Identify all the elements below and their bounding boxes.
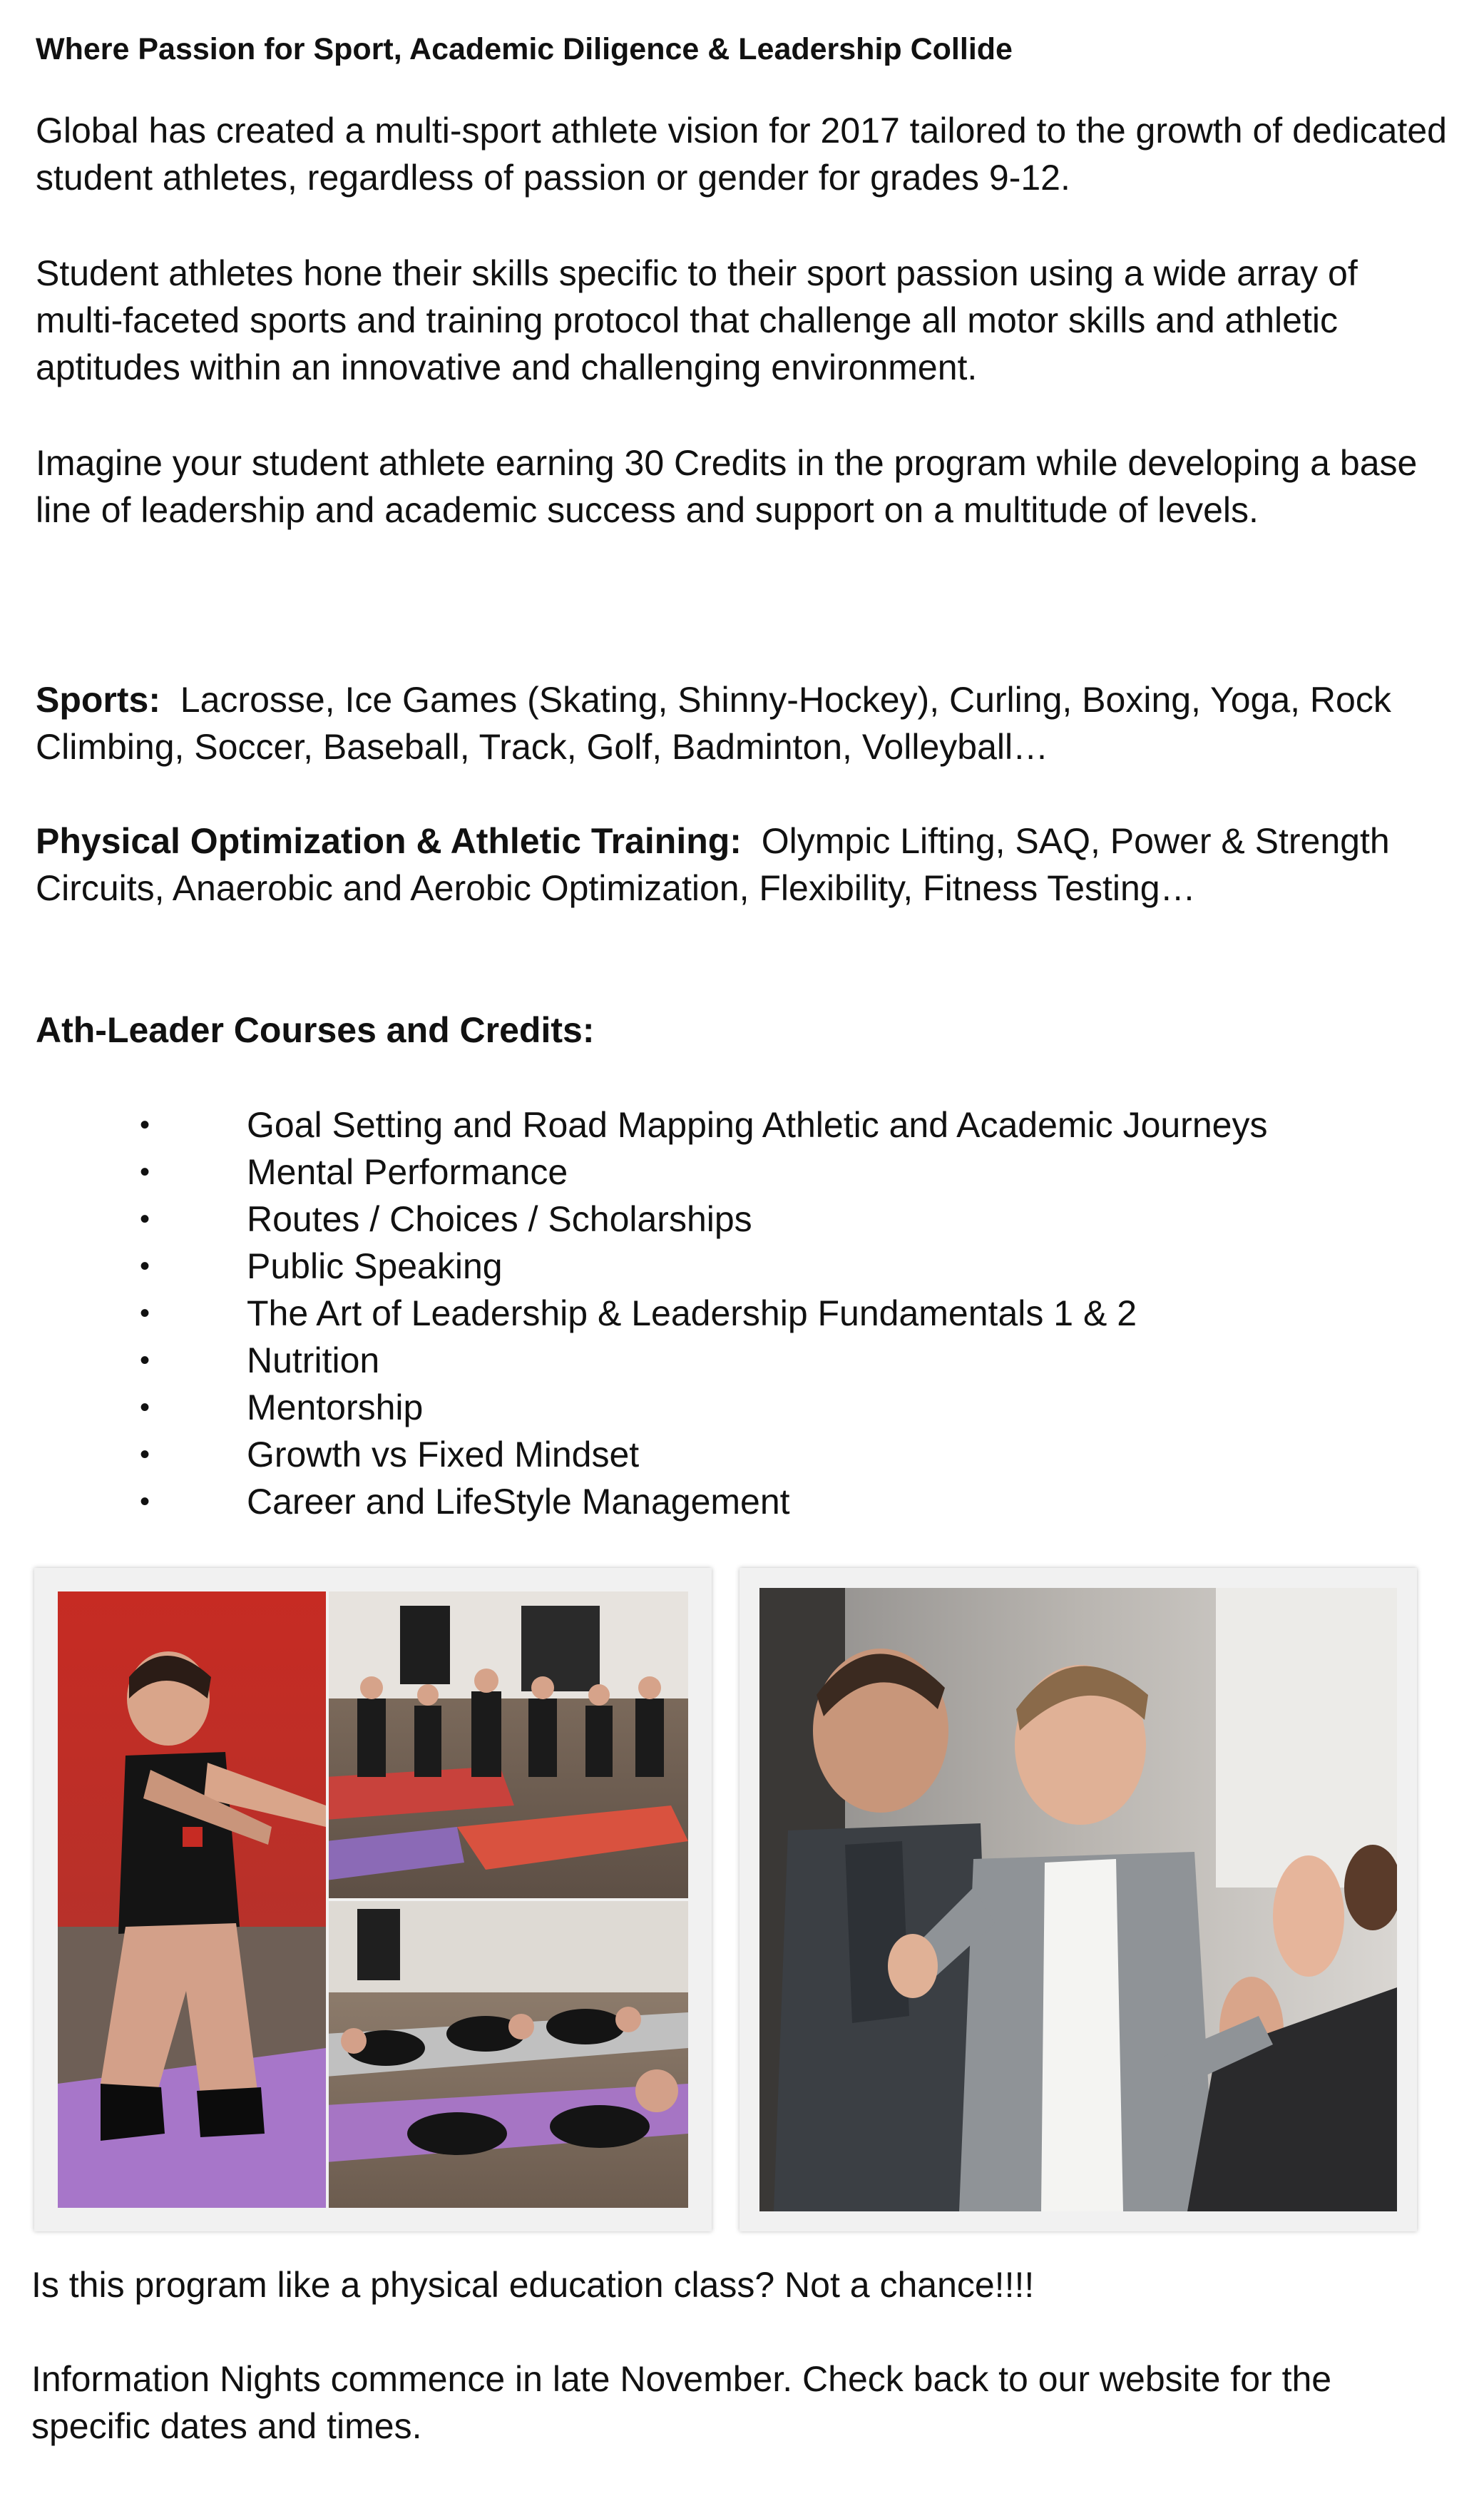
- bullet-icon: •: [140, 1345, 150, 1376]
- bullet-icon: •: [140, 1486, 150, 1517]
- yoga-collage-image: [58, 1591, 688, 2208]
- intro-paragraph: Global has created a multi-sport athlete vision for 2017 tailored to the growth of dedicated student athletes, regardless of passion or gender for grades 9-12.: [36, 111, 1447, 198]
- bullet-icon: •: [140, 1439, 150, 1470]
- bullet-icon: •: [140, 1203, 150, 1235]
- physical-training-label: Physical Optimization & Athletic Training:: [36, 821, 742, 861]
- course-label: Mentorship: [247, 1387, 424, 1427]
- sports-list-text: Lacrosse, Ice Games (Skating, Shinny-Hockey), Curling, Boxing, Yoga, Rock Climbing, Soccer, Baseball, Track, Golf, Badminton, Volleyball…: [36, 680, 1391, 767]
- physical-training-text: Olympic Lifting, SAQ, Power & Strength Circuits, Anaerobic and Aerobic Optimization, Flexibility, Fitness Testing…: [36, 821, 1390, 908]
- course-label: The Art of Leadership & Leadership Fundamentals 1 & 2: [247, 1293, 1137, 1333]
- high-five-photo: [740, 1568, 1417, 2231]
- courses-heading: Ath-Leader Courses and Credits:: [36, 1010, 595, 1050]
- question-paragraph: Is this program like a physical education class? Not a chance!!!!: [31, 2265, 1035, 2305]
- info-paragraph: Information Nights commence in late November. Check back to our website for the specific dates and times.: [31, 2359, 1332, 2446]
- course-label: Growth vs Fixed Mindset: [247, 1435, 640, 1474]
- bullet-icon: •: [140, 1392, 150, 1423]
- course-label: Nutrition: [247, 1340, 380, 1380]
- high-five-image: [759, 1588, 1397, 2211]
- course-label: Career and LifeStyle Management: [247, 1482, 790, 1522]
- course-label: Routes / Choices / Scholarships: [247, 1199, 752, 1239]
- sports-paragraph: [36, 676, 1451, 770]
- physical-training-paragraph: [36, 817, 1451, 912]
- page-headline: Where Passion for Sport, Academic Diligence & Leadership Collide: [36, 32, 1013, 66]
- credits-paragraph: Imagine your student athlete earning 30 Credits in the program while developing a base line of leadership and academic success and support on a multitude of levels.: [36, 443, 1418, 530]
- course-label: Public Speaking: [247, 1246, 503, 1286]
- bullet-icon: •: [140, 1109, 150, 1141]
- course-label: Goal Setting and Road Mapping Athletic and Academic Journeys: [247, 1105, 1268, 1145]
- skills-paragraph: Student athletes hone their skills specific to their sport passion using a wide array of multi-faceted sports and training protocol that challenge all motor skills and athletic aptitudes within an innovative and challenging environment.: [36, 253, 1358, 387]
- bullet-icon: •: [140, 1156, 150, 1188]
- bullet-icon: •: [140, 1298, 150, 1329]
- yoga-collage-photo: [34, 1568, 712, 2231]
- course-label: Mental Performance: [247, 1152, 568, 1192]
- sports-label: Sports:: [36, 680, 160, 720]
- bullet-icon: •: [140, 1251, 150, 1282]
